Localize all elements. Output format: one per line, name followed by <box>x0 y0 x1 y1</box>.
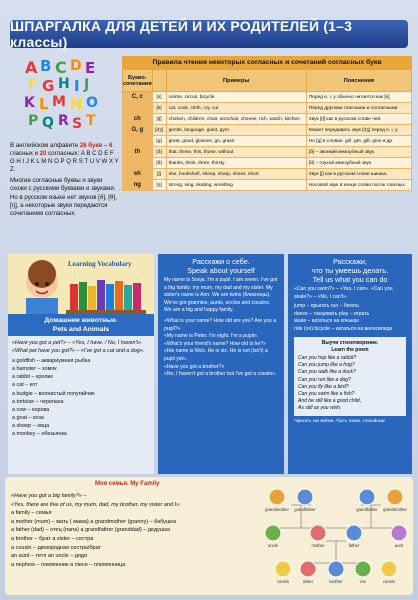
poem-line: Can you fly like a bird? <box>298 383 349 390</box>
vocabulary-panel <box>8 254 154 474</box>
family-member-label: brother <box>329 579 343 584</box>
pet-item: a tortoise – черепаха <box>12 398 64 405</box>
col-examples: Примеры <box>166 70 306 92</box>
rule-letter <box>123 136 153 147</box>
rule-note: Звук [ʃ] как в русском слове шишка. <box>306 169 411 180</box>
svg-text:J: J <box>84 77 90 93</box>
poem-line: Can you swim like a fish? <box>298 390 355 397</box>
family-member-label: uncle <box>267 543 279 548</box>
svg-text:B: B <box>40 57 52 75</box>
rules-table-title: Правила чтения некоторых согласных и сочетаний согласных букв <box>122 56 412 69</box>
family-member-avatar <box>391 525 407 541</box>
family-member-label: sister <box>302 579 314 584</box>
svg-text:M: M <box>52 94 66 110</box>
rule-examples: thanks, think, three, thirsty <box>166 158 306 169</box>
rule-note: Но [g] в словах: girl, get, gift, give и др. <box>306 136 411 147</box>
verb-item: dance – танцевать play – играть <box>294 310 370 317</box>
family-member-label: father <box>348 543 360 548</box>
rules-row <box>123 136 412 147</box>
rule-sound: [tʃ] <box>152 114 166 125</box>
poem-line: Can you jump like a frog? <box>298 362 355 369</box>
pet-item: a goat – коза <box>12 414 44 421</box>
poem-line: Can you walk like a duck? <box>298 369 356 376</box>
pet-item: a sheep – овца <box>12 422 50 429</box>
rules-row <box>123 92 412 103</box>
family-member-label: aunt <box>394 543 404 548</box>
family-header: Моя семья. My Family <box>95 481 160 487</box>
col-sound <box>152 70 166 92</box>
rule-examples: cat, cook, cloth, cry, cut <box>166 103 306 114</box>
family-member-avatar <box>381 561 397 577</box>
rule-examples: strong, sing, skating, wrestling <box>166 180 306 191</box>
svg-text:I: I <box>74 77 80 95</box>
poem-line: Can you run like a dog? <box>298 376 351 383</box>
dialog-line: «What is your name? How old are you? Are you a pupil?» <box>164 317 277 332</box>
svg-text:H: H <box>58 76 70 92</box>
family-word: a nephew – племянник a niece – племянница <box>11 561 126 568</box>
rule-examples: chicken, children, chair, armchair, cheese, rich, watch, kitchen <box>166 114 306 125</box>
verb-item: skate – кататься на коньках <box>294 318 359 325</box>
family-word-list <box>11 509 261 569</box>
rules-row <box>123 169 412 180</box>
dialog-line: «Have you got a brother?» <box>164 363 225 370</box>
about-header: Расскажи о себе. Speak about yourself <box>187 257 255 275</box>
svg-text:P: P <box>28 113 39 129</box>
verb-item: ride (on) bicycle – кататься на велосипеде <box>294 325 393 332</box>
family-tree-illustration <box>263 483 409 591</box>
rules-row <box>123 147 412 158</box>
family-word: a family – семья <box>11 510 52 517</box>
rule-note: Носовой звук в конце слова после гласных. <box>306 180 411 191</box>
family-member-label: cousin <box>382 579 396 584</box>
rule-examples: centre, circus, bicycle <box>166 92 306 103</box>
poem-line: And be still like a good child, <box>298 398 362 405</box>
about-yourself-panel <box>158 254 284 474</box>
rule-note: Звук [tʃ] как в русском слове чей. <box>306 114 411 125</box>
family-section <box>5 477 413 595</box>
about-text: My name is Sonja. I'm a pupil. I am seven. I've got a big family: my mum, my dad and my sister. My sister's name is Ann. We are twins (близнецы). We've got grannies, aunts, uncles and cousins. We are a big and happy family. <box>164 277 278 314</box>
svg-text:T: T <box>86 113 96 129</box>
rule-letter: G, g <box>123 125 153 136</box>
pet-item: a cow – корова <box>12 406 50 413</box>
family-member-avatar <box>346 525 362 541</box>
rule-letter: C, c <box>123 92 153 103</box>
family-member-avatar <box>355 561 371 577</box>
family-member-label: mother <box>311 543 325 548</box>
svg-text:Q: Q <box>42 115 54 131</box>
rule-note: Перед e, i, y обычно читается как [s] <box>306 92 411 103</box>
poem-lines <box>298 355 402 413</box>
family-member-avatar <box>275 561 291 577</box>
alphabet-blocks-illustration <box>22 55 107 135</box>
family-member-label: grandfather <box>294 507 316 512</box>
family-member-label: grandfather <box>356 507 378 512</box>
svg-text:C: C <box>55 58 67 77</box>
pet-item: a budgie – волнистый попугайчик <box>12 390 95 397</box>
poem-box: Выучи стихотворение. Learn the poem Can you hop like a rabbit? Can you jump like a frog? Can you walk like a duck? Can you run like a dog? Can you fly like a bird? Can you swim like a fish? And be still like a good child, As still as you wish. <box>294 337 406 416</box>
pet-item: a rabbit – кролик <box>12 374 53 381</box>
rule-note: [ð] – звонкий межзубный звук <box>306 147 411 158</box>
svg-text:L: L <box>39 95 49 113</box>
about-dialog <box>158 318 284 379</box>
rule-sound: [dʒ] <box>152 125 166 136</box>
rule-letter: th <box>123 147 153 158</box>
rule-examples: she, bookshelf, sheep, sharp, shoes, short <box>166 169 306 180</box>
rule-letter <box>123 103 153 114</box>
rule-note: [θ] – глухой межзубный звук <box>306 158 411 169</box>
pet-item: a cat – кот <box>12 382 38 389</box>
family-member-avatar <box>359 489 375 505</box>
family-member-avatar <box>300 561 316 577</box>
svg-text:N: N <box>70 95 83 113</box>
rule-letter <box>123 158 153 169</box>
pets-question: «Have you got a pet?» – «Yes, I have. / No, I haven't». «What pet have you got?» – «I've got a cat and a dog». <box>12 340 145 355</box>
svg-text:G: G <box>42 77 55 95</box>
can-do-header: Расскажи, что ты умеешь делать. Tell us what you can do <box>311 257 389 284</box>
svg-text:S: S <box>72 116 83 132</box>
vocabulary-banner: Learning Vocabulary <box>68 260 132 268</box>
family-word: a brother – брат a sister – сестра <box>11 535 94 542</box>
can-do-panel <box>288 254 412 474</box>
rule-note: Перед другими гласными и согласными <box>306 103 411 114</box>
family-word: a cousin – двоюродная сестра/брат <box>11 544 102 551</box>
svg-text:F: F <box>28 77 38 93</box>
can-do-verbs <box>288 303 412 333</box>
rules-row <box>123 125 412 136</box>
svg-text:R: R <box>58 113 69 129</box>
rules-row <box>123 103 412 114</box>
svg-text:E: E <box>85 59 96 77</box>
poem-footnote: *прыгать как зайчик, *быть тихим, спокойным <box>294 417 385 423</box>
family-words: «Have you got a big family?» – «Yes, there are five of us, my mum, dad, my brother, my sister and I». a family – семья a mother (mum) – мать ( мама) a grandmother (granny) – бабушка a father (dad) – отец (папа) a grandfather (granddad) – дедушка a brother – брат a sister – сестра a cousin – двоюродная сестра/брат an aunt – тетя an uncle – дядя a nephew – племянник a niece – племянница <box>11 492 261 569</box>
rule-sound: [θ] <box>152 158 166 169</box>
family-member-avatar <box>310 525 326 541</box>
rule-sound: [ð] <box>152 147 166 158</box>
rule-examples: that, these, this, those, without <box>166 147 306 158</box>
reading-rules-table <box>122 69 412 191</box>
vocabulary-header: Домашние животные. Pets and Animals <box>8 314 154 336</box>
poem-line: As still as you wish. <box>298 405 342 412</box>
dialog-line: «His name is Nick. He is six. He is not (isn't) a pupil yet». <box>164 348 268 362</box>
dialog-line: «What's your friend's name? How old is he?» <box>164 340 266 347</box>
can-do-question: «Can you swim?» – «Yes, I can». «Can you skate?» – «No, I can't». <box>294 286 393 300</box>
rules-table-body <box>123 92 412 191</box>
rule-sound: [k] <box>152 103 166 114</box>
family-word: an aunt – тетя an uncle – дядя <box>11 553 88 560</box>
svg-text:D: D <box>70 58 82 74</box>
col-notes: Пояснения <box>306 70 411 92</box>
dialog-line: «My name is Peter. I'm eight. I'm a pupil». <box>164 333 259 340</box>
dialog-line: «No, I haven't got a brother but I've got a cousin». <box>164 371 277 378</box>
family-member-label: me <box>360 579 366 584</box>
pet-item: a hamster – хомяк <box>12 366 57 373</box>
intro-paragraph-1: В английском алфавите 26 букв – 6 гласных и 20 согласных: A B C D E F G H I J K L M N O P Q R S T U V W X Y Z. <box>10 142 119 174</box>
svg-text:O: O <box>86 95 98 111</box>
rule-sound: [ŋ] <box>152 180 166 191</box>
rule-letter: sh <box>123 169 153 180</box>
family-word: a mother (mum) – мать ( мама) a grandmother (granny) – бабушка <box>11 518 177 525</box>
verb-item: jump – прыгать run – бегать <box>294 303 359 310</box>
rule-letter: ch <box>123 114 153 125</box>
family-member-label: grandmother <box>383 507 407 512</box>
family-member-avatar <box>265 525 281 541</box>
rule-letter: ng <box>123 180 153 191</box>
family-member-avatar <box>269 489 285 505</box>
vocabulary-body <box>8 336 154 474</box>
family-member-avatar <box>297 489 313 505</box>
rule-sound: [ʃ] <box>152 169 166 180</box>
family-member-label: cousin <box>276 579 290 584</box>
intro-paragraph-2: Многие согласные буквы и звуки схожи с русскими буквами и звуками. Но в русском языке нет звуков [ð], [θ], [ŋ], а некоторые звуки передаются сочетанием согласных. <box>10 177 117 217</box>
poem-line: Can you hop like a rabbit? <box>298 354 357 361</box>
pets-list <box>12 357 150 438</box>
family-member-label: grandmother <box>265 507 289 512</box>
rule-sound: [g] <box>152 136 166 147</box>
rules-row <box>123 114 412 125</box>
family-word: a father (dad) – отец (папа) a grandfather (granddad) – дедушка <box>11 527 170 534</box>
family-member-avatar <box>387 489 403 505</box>
rules-row <box>123 180 412 191</box>
pet-item: a goldfish – аквариумная рыбка <box>12 358 91 365</box>
rule-examples: gentle, language, giant, gym <box>166 125 306 136</box>
rules-row <box>123 158 412 169</box>
col-letters: Букво-сочетания <box>123 70 153 92</box>
rule-note: Может передавать звук [dʒ] перед e, i, y <box>306 125 411 136</box>
svg-text:K: K <box>24 95 35 111</box>
page-title: ШПАРГАЛКА ДЛЯ ДЕТЕЙ И ИХ РОДИТЕЛЕЙ (1–3 классы) <box>10 20 408 48</box>
rule-sound: [s] <box>152 92 166 103</box>
svg-text:A: A <box>25 58 38 77</box>
alphabet-intro <box>10 142 120 221</box>
family-member-avatar <box>328 561 344 577</box>
pet-item: a monkey – обезьянка <box>12 431 67 438</box>
rule-examples: great, good, glasses, go, grass <box>166 136 306 147</box>
